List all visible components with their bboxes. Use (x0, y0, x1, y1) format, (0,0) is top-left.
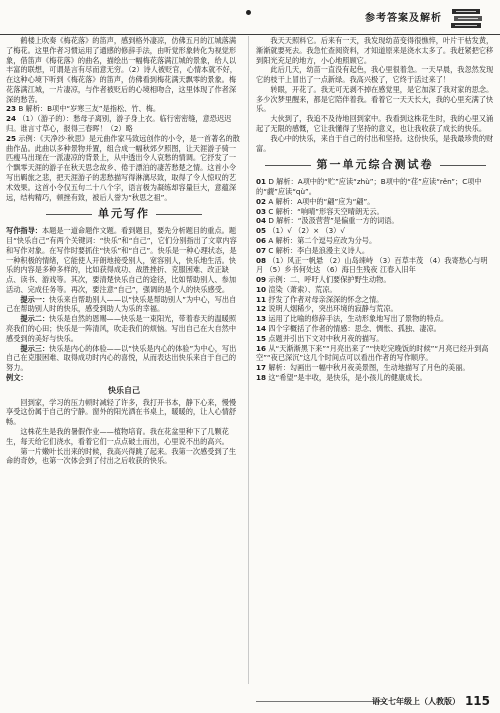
answer-item (256, 177, 494, 197)
answer-item (256, 246, 494, 256)
hint-1-text: 快乐来自帮助别人——以“快乐是帮助别人”为中心，写出自己在帮助别人时的快乐，感受到助人为乐的幸福。 (6, 294, 237, 314)
left-column (6, 36, 242, 466)
unit-test-title (256, 158, 494, 173)
answer-number: 05 (256, 226, 267, 236)
answer-number: 01 (256, 177, 267, 187)
answer-text: A 解析：第二个逗号应改为分号。 (268, 236, 377, 246)
writing-guide-text: 本题是一道命题作文题。看到题目，要先分析题目的重点。题目“快乐自己”有两个关键词：“快乐”和“自己”，它们分别指出了文章内容和写作对象。在写作时要抓住“快乐”和“自己”。快乐是一种心理状态，是一种积极的情绪，它能使人开朗地接受别人，宽容别人，快乐地生活。快乐的内容是多种多样的，比如获得成功、战胜挫折、克服困难、改正缺点、读书、游戏等。其次，要清楚快乐自己的途径，比如帮助别人、参加活动、完成任务等。再次，要注意“自己”，强调的是个人的快乐感受。 (6, 226, 237, 294)
answer-text: 从“天渐渐黑下来”“月亮出来了”“快吃完晚饭的时候”“月亮已经升到高空”“夜已深沉”这几个时间点可以看出作者的写作顺序。 (256, 343, 489, 363)
answer-text: 抒发了作者对母亲深深的怀念之情。 (268, 294, 384, 304)
essay-paragraph: 回到家，学习的压力顿时减轻了许多，我打开书本，静下心来，慢慢享受这份属于自己的宁静。窗外的阳光洒在书桌上，暖暖的，让人心情舒畅。 (6, 397, 237, 427)
header-title: 参考答案及解析 (365, 13, 442, 24)
answer-text: （1）√ （2）× （3）√ (268, 226, 345, 236)
story-paragraph: 大伙到了，我追不及待地回到家中。我看到这株花生时，我的心里又涌起了无限的感慨，它让我懂得了坚持的意义，也让我收获了成长的快乐。 (256, 114, 494, 134)
footer-rule (256, 701, 386, 702)
essay-paragraph: 这株花生是我的暑假作业——植物培育。我在花盆里种下了几颗花生，每天给它们浇水，看着它们一点点破土而出，心里说不出的高兴。 (6, 426, 229, 446)
writing-guide-label: 写作指导： (6, 226, 42, 236)
answer-number: 12 (256, 304, 267, 314)
answer-text: D 解析：“汲汲营营”是偏重一方的词语。 (268, 216, 399, 226)
answer-item (256, 256, 494, 276)
unit-writing-title-text: 单元写作 (98, 207, 150, 221)
answer-23-text: B 解析：B项中“岁寒三友”是指松、竹、梅。 (18, 104, 161, 114)
answer-text: 示例：二、呼吁人们要保护野生动物。 (268, 275, 391, 285)
answer-number: 07 (256, 245, 267, 255)
page-header (0, 0, 500, 35)
hint-1 (6, 295, 242, 315)
answer-item (256, 373, 494, 383)
answer-number: 14 (256, 324, 267, 334)
example-label: 例文： (6, 372, 28, 382)
answer-23 (6, 104, 242, 114)
answer-text: 渲染（萧索）、荒凉。 (268, 284, 337, 294)
answer-text: D 解析：A项中的“贮”应读“zhù”；B项中的“荏”应读“rěn”；C项中的“觑”应读“qù”。 (256, 177, 482, 197)
essay-paragraph: 第一片嫩叶长出来的时候，我高兴得跳了起来。我第一次感受到了生命的奇妙，也第一次体会到了付出之后收获的快乐。 (6, 446, 237, 466)
column-divider (248, 36, 249, 684)
answer-text: 运用了比喻的修辞手法，生动形象地写出了景物的特点。 (268, 314, 449, 324)
answer-item (256, 197, 494, 207)
answer-item (256, 216, 494, 226)
hint-1-head: 提示一： (20, 294, 50, 304)
answer-item (256, 304, 494, 314)
answer-text: 点题并引出下文对中秋月夜的描写。 (268, 333, 384, 343)
hint-2-text: 快乐是自然的恩赐——快乐是一束阳光，带着春天的温暖照亮我们的心田；快乐是一阵清风，吹走我们的烦恼。写出自己在大自然中感受到的美好与快乐。 (6, 314, 237, 343)
hint-3 (6, 344, 242, 373)
answer-number: 02 (256, 196, 267, 206)
story-paragraph: 转眼，开花了。我无可无剥不掉在感觉里，是它加深了我对家的思念。多少次梦里醒来，都是它陪伴着我。看着它一天天长大，我的心里充满了快乐。 (256, 84, 494, 114)
unit-writing-title (6, 207, 242, 222)
answer-24-text: （1）（游子的）：愁母子离别，游子身上衣。临行密密缝，意恐迟迟归。谁言寸草心，报得三春晖！（2）略 (6, 114, 232, 134)
writing-guide (6, 226, 242, 294)
answer-number: 08 (256, 255, 267, 265)
answer-list (256, 177, 494, 382)
answer-text: C 解析：“响晴”形容天空晴朗无云。 (268, 206, 384, 216)
answer-number: 09 (256, 275, 267, 285)
answer-text: 说明人烟稀少，突出环境的寂静与荒凉。 (268, 304, 398, 314)
books-icon (450, 6, 486, 30)
essay-title: 快乐自己 (108, 384, 140, 395)
footer-book-title: 语文七年级上（人教版） (372, 696, 460, 706)
answer-text: 这“希望”是丰收，是快乐，是小孩儿的健康成长。 (268, 372, 427, 382)
answer-number: 16 (256, 343, 267, 353)
answer-text: （1）风正一帆悬 （2）山岛竦峙 （3）百草丰茂 （4）我寄愁心与明月 （5）乡书何处达 （6）海日生残夜 江春入旧年 (256, 255, 488, 275)
answer-item (256, 285, 494, 295)
answer-number: 04 (256, 216, 267, 226)
title-rule-right (440, 165, 486, 166)
answer-number: 13 (256, 314, 267, 324)
hint-2 (6, 314, 242, 343)
answer-item (256, 236, 494, 246)
answer-item (256, 275, 494, 285)
story-paragraph: 我天天照料它。后来有一天，我发现幼苗变得很憔悴，叶片干枯发黄，渐渐就要死去。我急忙查阅资料，才知道原来是浇水太多了。我赶紧把它移到阳光充足的地方，小心地照顾它。 (256, 36, 494, 65)
answer-number: 17 (256, 363, 267, 373)
answer-text: 解析：勾画出一幅中秋月夜美景图，生动地描写了月色的美丽。 (268, 363, 470, 373)
answer-item (256, 207, 494, 217)
answer-item (256, 344, 494, 364)
story-paragraph: 我心中的快乐，来自于自己的付出和坚持。这份快乐，是我最珍贵的财富。 (256, 133, 494, 153)
header-dot (246, 10, 251, 15)
story-paragraph: 此后几天，幼苗一直没有起色，我心里很着急。一天早晨，我忽然发现它的枝干上冒出了一点新绿。我高兴极了，它终于活过来了！ (256, 65, 494, 85)
answer-25 (6, 134, 242, 202)
answer-text: C 解析：李白是浪漫主义诗人。 (268, 245, 370, 255)
right-column (256, 36, 494, 383)
answer-number: 10 (256, 284, 267, 294)
answer-item (256, 363, 494, 373)
answer-item (256, 226, 494, 236)
hint-3-head: 提示三： (20, 343, 50, 353)
unit-test-title-text: 第一单元综合测试卷 (316, 158, 434, 172)
answer-number: 18 (256, 372, 267, 382)
title-rule-right (156, 214, 202, 215)
answer-text: A 解析：A项中的“翩”应为“翩”。 (268, 196, 375, 206)
page-footer (0, 690, 500, 713)
answer-item (256, 324, 494, 334)
story-continuation (256, 36, 494, 153)
answer-text: 四个字概括了作者的情感：思念、惆怅、孤独、凄凉。 (268, 324, 441, 334)
title-rule-left (46, 214, 92, 215)
answer-item (256, 295, 494, 305)
answer-number: 06 (256, 236, 267, 246)
intro-paragraph: 鹤楼上吹奏《梅花落》的笛声，感到格外凄凉，仿佛五月的江城落满了梅花。这里作者习惯运用了通感的修辞手法，由听觉形象转化为视觉形象，借笛声《梅花落》的曲名，描绘出一幅梅花落满江城的景象，给人以丰富的联想，可谓是言有尽而意无穷。（2）诗人被贬官，心情本就不好，在这种心境下听到《梅花落》的笛声，仿佛看到梅花满天飘零的景象。梅花落满江城，一片凄凉，与作者被贬后的心境相吻合，这里体现了作者深深的愁苦。 (6, 36, 237, 104)
hint-2-head: 提示二： (20, 314, 50, 324)
answer-24 (6, 114, 242, 134)
answer-25-text: 示例：《天净沙·秋思》是元曲作家马致远创作的小令，是一首著名的散曲作品。此曲以多种景物并置，组合成一幅秋郊夕照图，让天涯游子骑一匹瘦马出现在一派凄凉的背景上，从中透出令人哀愁的情调。它抒发了一个飘零天涯的游子在秋天思念故乡、倦于漂泊的凄苦愁楚之情。这首小令写出羁旅之悲，把天涯游子的悲愁描写得淋漓尽致，取得了令人惊叹的艺术效果。这首小令仅五句二十八个字，语言极为凝练却容量巨大，意蕴深远，结构精巧，顿挫有致，被后人誉为“秋思之祖”。 (6, 133, 240, 202)
title-rule-left (265, 165, 311, 166)
answer-number: 15 (256, 333, 267, 343)
answer-25-number: 25 (6, 133, 17, 143)
essay-body (6, 398, 242, 466)
answer-item (256, 314, 494, 324)
answer-24-number: 24 (6, 114, 17, 124)
page-number: 115 (464, 694, 490, 708)
answer-23-number: 23 (6, 104, 17, 114)
answer-number: 03 (256, 206, 267, 216)
hint-3-text: 快乐是内心的体验——以“快乐是内心的体验”为中心，写出自己在克服困难、取得成功时内心的喜悦，从而表达出快乐来自于自己的努力。 (6, 343, 237, 373)
answer-item (256, 334, 494, 344)
answer-number: 11 (256, 294, 267, 304)
